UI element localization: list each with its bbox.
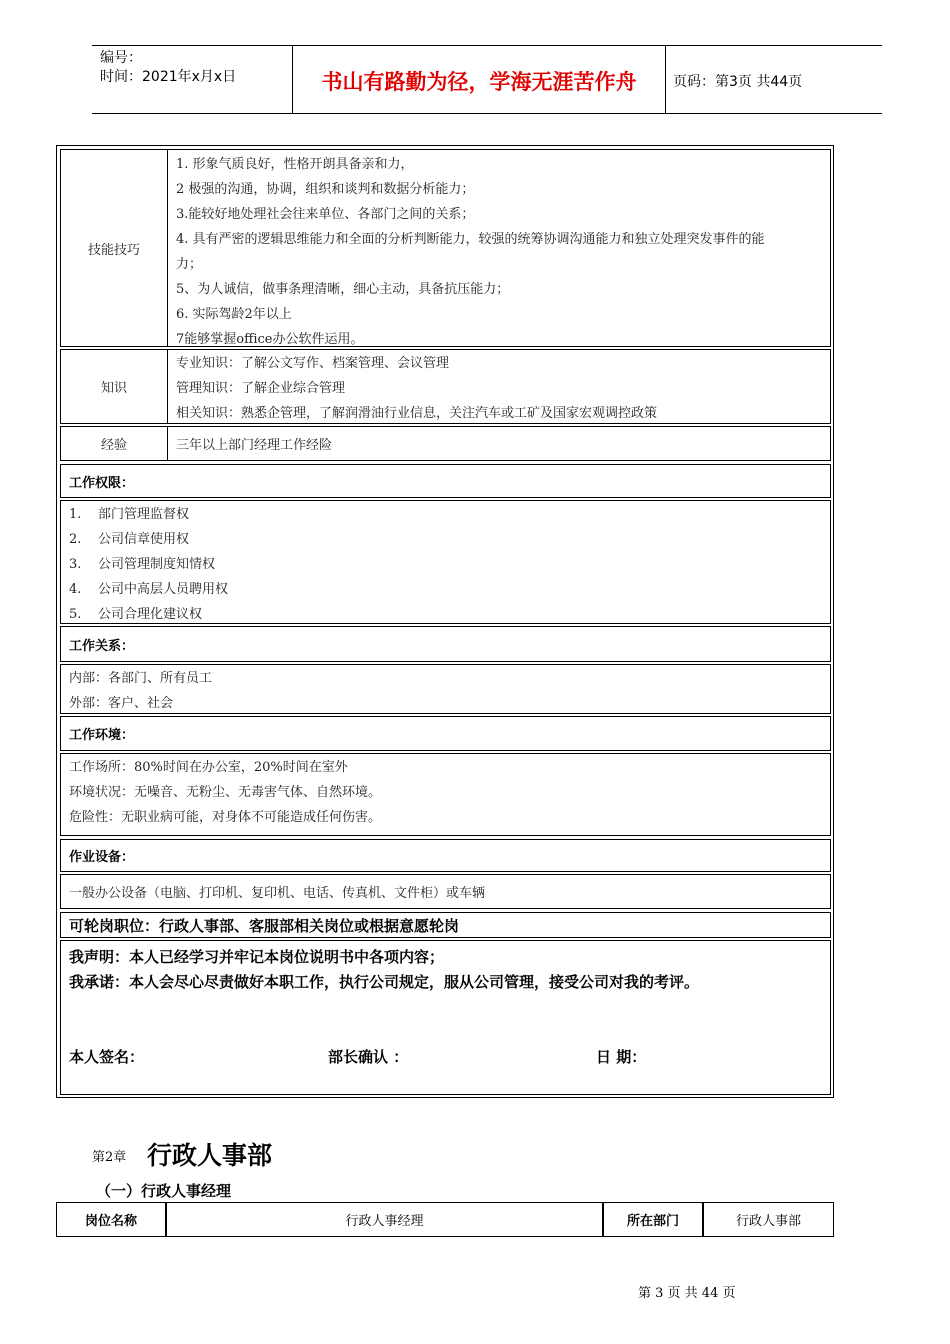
list-item <box>69 502 830 527</box>
environment-line: 环境状况：无噪音、无粉尘、无毒害气体、自然环境。 <box>69 785 382 800</box>
relations-title-cell <box>60 626 831 662</box>
relations-line: 外部：客户、社会 <box>69 696 174 711</box>
experience-label-cell <box>60 426 168 461</box>
list-item-text: 部门管理监督权 <box>98 507 190 522</box>
knowledge-line: 相关知识：熟悉企管理，了解润滑油行业信息，关注汽车或工矿及国家宏观调控政策 <box>176 406 658 421</box>
skills-label: 技能技巧 <box>87 242 140 258</box>
list-item <box>69 552 830 577</box>
department-value: 行政人事部 <box>735 1214 801 1229</box>
chapter-title: 行政人事部 <box>147 1141 273 1170</box>
position-name-value: 行政人事经理 <box>345 1214 424 1229</box>
list-item-number: 1. <box>69 507 82 522</box>
header-time-label: 时间：2021年x月x日 <box>100 69 237 85</box>
skills-line: 3.能较好地处理社会往来单位、各部门之间的关系； <box>176 207 475 222</box>
skills-line: 5、为人诚信，做事条理清晰，细心主动，具备抗压能力； <box>176 282 510 297</box>
list-item-number: 5. <box>69 607 82 622</box>
skills-line: 1. 形象气质良好，性格开朗具备亲和力， <box>176 157 414 172</box>
department-label-cell <box>603 1202 703 1237</box>
list-item <box>69 602 830 627</box>
position-name-label: 岗位名称 <box>84 1214 137 1229</box>
section-subheading: （一）行政人事经理 <box>96 1182 232 1200</box>
equipment-title-cell <box>60 839 831 872</box>
rotation-text: 可轮岗职位：行政人事部、客服部相关岗位或根据意愿轮岗 <box>69 916 460 935</box>
list-item-text: 公司中高层人员聘用权 <box>98 582 229 597</box>
skills-content-cell <box>167 149 831 347</box>
environment-content-cell <box>60 753 831 836</box>
environment-title: 工作环境： <box>69 728 135 743</box>
knowledge-line: 管理知识：了解企业综合管理 <box>176 381 346 396</box>
equipment-text: 一般办公设备（电脑、打印机、复印机、电话、传真机、文件柜）或车辆 <box>69 886 486 901</box>
position-name-value-cell <box>166 1202 603 1237</box>
list-item-number: 4. <box>69 582 82 597</box>
header-code-label: 编号： <box>100 50 142 66</box>
signature-self-label: 本人签名： <box>69 1048 145 1066</box>
skills-line: 6. 实际驾龄2年以上 <box>176 307 292 322</box>
declaration-cell <box>60 940 831 1095</box>
department-label: 所在部门 <box>626 1214 679 1229</box>
environment-line: 危险性：无职业病可能，对身体不可能造成任何伤害。 <box>69 810 382 825</box>
list-item-number: 3. <box>69 557 82 572</box>
position-name-label-cell <box>56 1202 166 1237</box>
experience-text: 三年以上部门经理工作经险 <box>176 438 333 453</box>
skills-label-cell <box>60 149 168 347</box>
list-item-text: 公司合理化建议权 <box>98 607 203 622</box>
experience-label: 经验 <box>100 438 127 453</box>
list-item-text: 公司信章使用权 <box>98 532 190 547</box>
list-item-text: 公司管理制度知情权 <box>98 557 216 572</box>
relations-title: 工作关系： <box>69 638 135 654</box>
list-item <box>69 527 830 552</box>
environment-title-cell <box>60 716 831 751</box>
list-item <box>69 577 830 602</box>
authority-list-cell <box>60 500 831 624</box>
environment-line: 工作场所：80%时间在办公室，20%时间在室外 <box>69 760 348 775</box>
page-footer: 第 3 页 共 44 页 <box>638 1286 736 1301</box>
header-top-rule <box>92 45 882 46</box>
skills-line: 力； <box>176 257 203 272</box>
knowledge-label: 知识 <box>100 381 127 396</box>
department-value-cell <box>703 1202 834 1237</box>
knowledge-label-cell <box>60 349 168 424</box>
header-page-info: 页码：第3页 共44页 <box>673 74 803 90</box>
skills-line: 2 极强的沟通，协调，组织和谈判和数据分析能力； <box>176 182 475 197</box>
relations-content-cell <box>60 664 831 714</box>
header-divider-right <box>665 45 666 113</box>
authority-title-cell <box>60 464 831 498</box>
authority-title: 工作权限： <box>69 475 135 491</box>
equipment-title: 作业设备： <box>69 850 135 865</box>
header-meta <box>100 49 236 87</box>
signature-manager-label: 部长确认 ： <box>328 1048 409 1066</box>
declaration-promise: 我承诺：本人会尽心尽责做好本职工作，执行公司规定，服从公司管理，接受公司对我的考评。 <box>69 973 700 991</box>
skills-line: 7能够掌握office办公软件运用。 <box>176 332 364 347</box>
header-bottom-rule <box>92 113 882 114</box>
knowledge-line: 专业知识：了解公文写作、档案管理、会议管理 <box>176 356 450 371</box>
rotation-cell <box>60 912 831 938</box>
declaration-statement: 我声明：本人已经学习并牢记本岗位说明书中各项内容； <box>69 948 445 966</box>
header-slogan: 书山有路勤为径，学海无涯苦作舟 <box>321 70 637 94</box>
skills-line: 4. 具有严密的逻辑思维能力和全面的分析判断能力，较强的统筹协调沟通能力和独立处理突发事件的能 <box>176 232 765 247</box>
equipment-content-cell <box>60 874 831 909</box>
experience-content-cell <box>167 426 831 461</box>
knowledge-content-cell <box>167 349 831 424</box>
signature-date-label: 日 期： <box>596 1048 647 1066</box>
list-item-number: 2. <box>69 532 82 547</box>
job-description-table <box>56 145 834 1098</box>
chapter-number: 第2章 <box>92 1150 127 1165</box>
relations-line: 内部：各部门、所有员工 <box>69 671 213 686</box>
